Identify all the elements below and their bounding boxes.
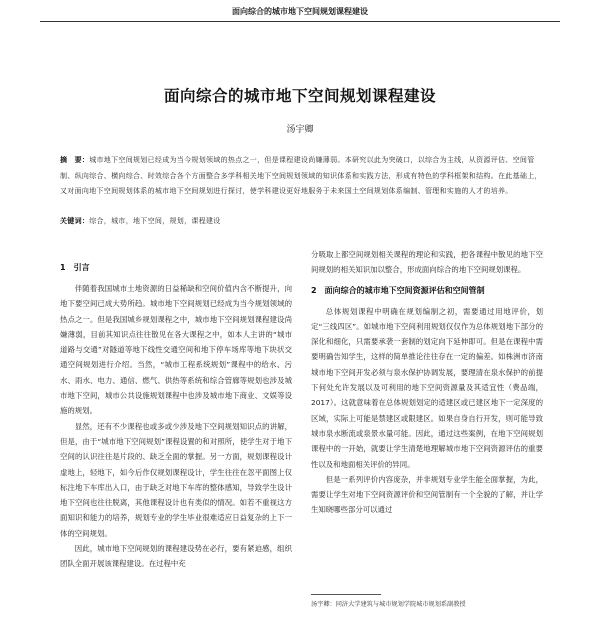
running-header: 面向综合的城市地下空间规划课程建设	[232, 7, 368, 16]
author-name: 汤宇卿	[286, 125, 314, 135]
body-paragraph: 伴随着我国城市土地资源的日益稀缺和空间价值内含不断提升，向地下要空间已成大势所趋。城市地下空间规划已经成为当今规划领域的热点之一。但是我国城乡规划课程之中，城市地下空间规划课程建设尚嫌薄弱，目前其知识点往往散见在各大课程之中，如本人主讲的“城市道路与交通”对隧道等地下线性交通空间和地下停车场库等地下块状交通空间规划进行介绍。当然，“城市工程系统规划”课程中的给水、污水、雨水、电力、通信、燃气、供热等系统和综合管廊等规划也涉及城市地下空间，城市公共设施规划课程中也涉及城市地下商业、文娱等设施的规划。	[60, 284, 292, 416]
abstract-label: 摘 要：	[60, 156, 90, 164]
left-column	[60, 255, 292, 572]
body-paragraph: 但是一系列评价内容庞杂，并非规划专业学生能全面掌握，为此，需要让学生对地下空间资源评价和空间管制有一个全貌的了解，并让学生知晓哪些部分可以通过	[311, 474, 543, 515]
author-footnote: 汤宇卿：同济大学建筑与城市规划学院城市规划系副教授	[311, 601, 466, 608]
footnote-rule	[311, 594, 381, 595]
paper-title: 面向综合的城市地下空间规划课程建设	[163, 87, 436, 105]
section-heading-introduction: 1 引言	[60, 263, 90, 272]
body-paragraph: 总体规划课程中明确在规划编制之初，需要通过用地评价，划定“三线四区”。如城市地下空间利用规划仅仅作为总体规划地下部分的深化和细化，只需要承袭一套制的划定向下延伸即可。但是在课程中需要明确告知学生，这样的简单推论往往存在一定的偏差。如株洲市济南城市地下空间开发必须与泉水保护协调发展，要理清在泉水保护的前提下何处允许发展以及可利用的地下空间资源量及其适宜性（费品端，2017）。这就意味着在总体规划划定的适建区或已建区地下一定深度的区域，实际上可能是禁建区或限建区。如果自身自行开发，则可能导致城市泉水断流或泉景水量可能。因此，通过这些案例，在地下空间规划课程中的一开始，就要让学生清楚地理解城市地下空间资源评估的重要性以及和地面相关评价的异同。	[311, 306, 543, 469]
section-heading-resource-evaluation: 2 面向综合的城市地下空间资源评估和空间管制	[311, 285, 485, 295]
keywords-label: 关键词：	[60, 217, 90, 225]
keywords	[60, 214, 546, 229]
keywords-text: 综合，城市，地下空间，规划，课程建设	[89, 217, 221, 225]
abstract-text: 城市地下空间规划已经成为当今规划领域的热点之一，但是课程建设尚嫌薄弱。本研究以此为突破口，以综合为主线，从资源评估、空间管制、纵向综合、横向综合、时效综合各个方面整合多学科相关地下空间规划领域的知识体系和实践方法，形成有特色的学科框架和结构。在此基础上，又对面向地下空间规划体系的城市地下空间规划进行探讨，使学科建设更好地服务于未来国土空间规划体系编制、管理和实施的人才的培养。	[60, 156, 542, 195]
right-column	[311, 247, 543, 518]
body-paragraph: 因此，城市地下空间规划的课程建设势在必行，要有紧迫感，组织团队全面开展该课程建设。在过程中充	[60, 544, 292, 569]
abstract	[60, 153, 546, 200]
body-paragraph: 分吸取上都空间规划相关课程的理论和实践，把各课程中散见的地下空间规划的相关知识加以整合，形成面向综合的地下空间规划课程。	[311, 250, 543, 275]
body-paragraph: 显然，还有不少课程也或多或少涉及地下空间规划知识点的讲解，但是，由于“城市地下空间规划”课程设置的和对照所，使学生对于地下空间的认识往往是片段的、缺乏全面的掌握。另一方面，规划课程设计虚地上，轻地下，如今后作仅规划课程设计，学生往往在忽平面图上仅标注地下车库出入口，由于缺乏对地下车库的整体感知，导致学生设计地下空间也往往脱离，其他课程设计也有类似的情况。如若不重视这方面知识和能力的培养，规划专业的学生毕业很难适应日益复杂的上下一体的空间规划。	[60, 421, 292, 538]
header-rule	[40, 21, 560, 22]
